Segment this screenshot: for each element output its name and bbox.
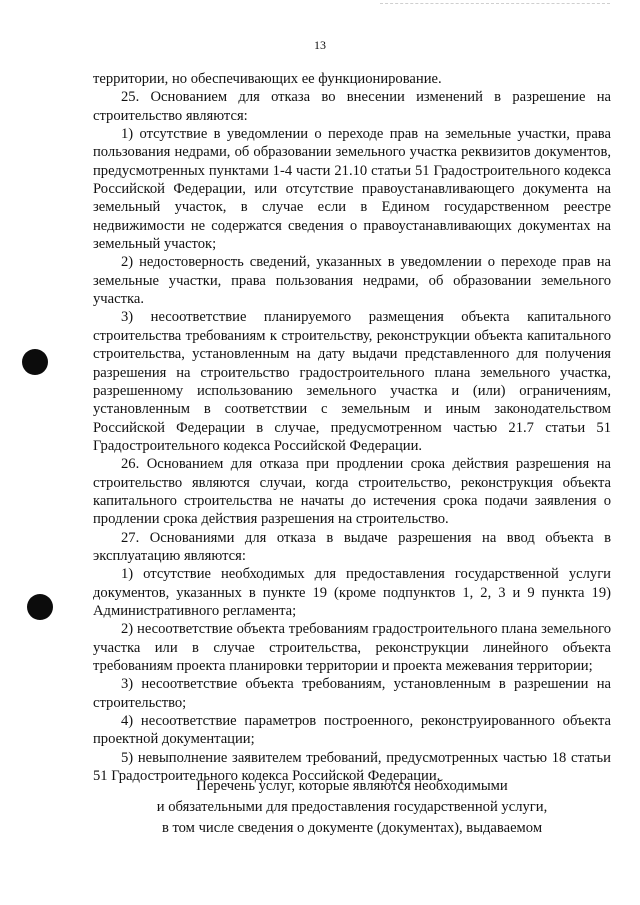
section-heading-line: и обязательными для предоставления государственной услуги, [156,799,548,815]
section-heading [93,776,611,839]
page-number: 13 [314,38,326,52]
section-heading-line: в том числе сведения о документе (документах), выдаваемом [161,820,543,836]
punch-hole-icon [22,349,48,375]
paragraph-25: 25. Основанием для отказа во внесении изменений в разрешение на строительство являются: [93,89,611,124]
paragraph-27-item-1: 1) отсутствие необходимых для предоставления государственной услуги документов, указанных в пункте 19 (кроме подпунктов 1, 2, 3 и 9 пункта 19) Административного регламента; [93,566,611,619]
top-divider [380,3,610,4]
section-heading-line: Перечень услуг, которые являются необходимыми [196,778,508,794]
paragraph-25-item-1: 1) отсутствие в уведомлении о переходе прав на земельные участки, права пользования недрами, об образовании земельного участка реквизитов документов, предусмотренных пунктами 1-4 части 21.10 статьи 51 Градостроительного кодекса Российской Федерации, или отсутствие правоустанавливающего документа на земельный участок, в случае если в Едином государственном реестре недвижимости не содержатся сведения о правоустанавливающих документах на земельный участок; [93,126,611,253]
paragraph-27-item-4: 4) несоответствие параметров построенного, реконструированного объекта проектной документации; [93,713,611,748]
paragraph-27: 27. Основаниями для отказа в выдаче разрешения на ввод объекта в эксплуатацию являются: [93,529,611,564]
document-body [93,70,611,785]
paragraph-25-item-3: 3) несоответствие планируемого размещения объекта капитального строительства требованиям к строительству, реконструкции объекта капитального строительства, установленным на дату выдачи представленного для получения разрешения на строительство градостроительного плана земельного участка, разрешенному использованию земельного участка и (или) ограничениям, установленным в соответствии с земельным и иным законодательством Российской Федерации в случае, предусмотренном частью 21.7 статьи 51 Градостроительного кодекса Российской Федерации. [93,309,611,454]
paragraph-27-item-5: 5) невыполнение заявителем требований, предусмотренных частью 18 статьи 51 Градостроительного кодекса Российской Федерации. [93,749,611,785]
paragraph-continuation: территории, но обеспечивающих ее функционирование. [93,71,442,87]
paragraph-27-item-3: 3) несоответствие объекта требованиям, установленным в разрешении на строительство; [93,676,611,711]
paragraph-27-item-2: 2) несоответствие объекта требованиям градостроительного плана земельного участка или в случае строительства, реконструкции линейного объекта требованиям проекта планировки территории и проекта межевания территории; [93,621,611,674]
paragraph-25-item-2: 2) недостоверность сведений, указанных в уведомлении о переходе прав на земельные участки, права пользования недрами, об образовании земельного участка. [93,254,611,308]
paragraph-26: 26. Основанием для отказа при продлении срока действия разрешения на строительство являются случаи, когда строительство, реконструкция объекта капитального строительства не начаты до истечения срока подачи заявления о продлении срока действия разрешения на строительство. [93,456,611,528]
punch-hole-icon [27,594,53,620]
